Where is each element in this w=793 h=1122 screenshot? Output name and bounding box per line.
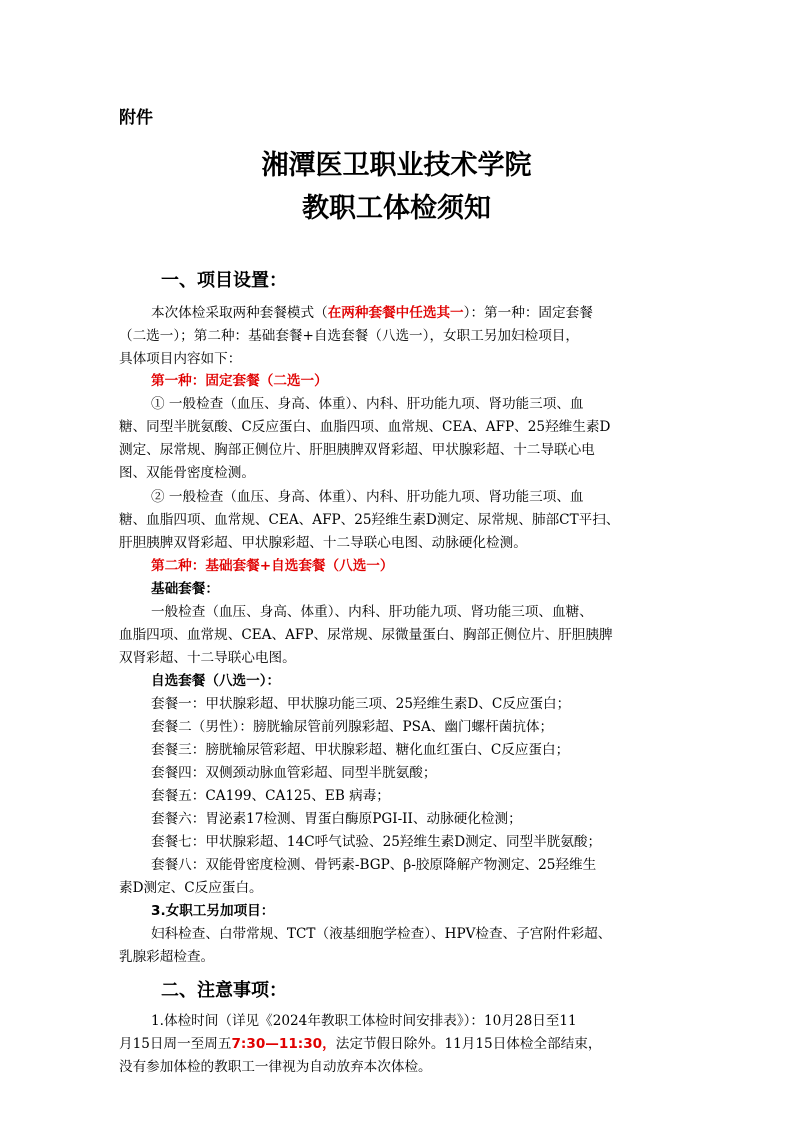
page-title-school: 湘潭医卫职业技术学院	[261, 150, 532, 181]
notes-item1-line2	[119, 1033, 679, 1055]
female-items-line: 妇科检查、白带常规、TCT（液基细胞学检查）、HPV检查、子宫附件彩超、	[151, 926, 612, 942]
package-item: 套餐八：双能骨密度检测、骨钙素-BGP、β-胶原降解产物测定、25羟维生	[151, 857, 597, 873]
type1-opt2-line: 糖、血脂四项、血常规、CEA、AFP、25羟维生素D测定、尿常规、肺部CT平扫、	[119, 512, 620, 528]
package-item: 套餐三：膀胱输尿管彩超、甲状腺彩超、糖化血红蛋白、C反应蛋白；	[151, 742, 570, 758]
notes-holiday-text: 法定节假日除外。11月15日体检全部结束，	[335, 1036, 602, 1052]
page-title-notice: 教职工体检须知	[302, 193, 491, 224]
type1-opt1-line: 图、双能骨密度检测。	[119, 465, 255, 481]
type2-heading: 第二种：基础套餐+自选套餐（八选一）	[151, 558, 394, 574]
basic-package-line: 血脂四项、血常规、CEA、AFP、尿常规、尿微量蛋白、胸部正侧位片、肝胆胰脾	[119, 627, 613, 643]
exam-hours: 7:30—11:30，	[231, 1036, 336, 1052]
package-item: 套餐二（男性）：膀胱输尿管前列腺彩超、PSA、幽门螺杆菌抗体；	[151, 719, 554, 735]
attachment-label: 附件	[119, 108, 153, 128]
basic-package-line: 双肾彩超、十二导联心电图。	[119, 650, 296, 666]
type1-heading: 第一种：固定套餐（二选一）	[151, 373, 328, 389]
section-heading-notes: 二、注意事项：	[161, 980, 287, 1001]
intro-text: 本次体检采取两种套餐模式（	[151, 305, 328, 321]
type1-opt2-line: 肝胆胰脾双肾彩超、甲状腺彩超、十二导联心电图、动脉硬化检测。	[119, 535, 527, 551]
intro-line-3: 具体项目内容如下：	[119, 351, 242, 367]
female-items-heading: 3.女职工另加项目：	[151, 903, 275, 919]
type1-opt1-line: ① 一般检查（血压、身高、体重）、内科、肝功能九项、肾功能三项、血	[151, 396, 584, 412]
choose-one-note: 在两种套餐中任选其一	[327, 305, 464, 321]
female-items-line: 乳腺彩超检查。	[119, 949, 215, 965]
notes-item1-line1: 1.体检时间（详见《2024年教职工体检时间安排表》）：10月28日至11	[151, 1013, 577, 1029]
package-item: 套餐一：甲状腺彩超、甲状腺功能三项、25羟维生素D、C反应蛋白；	[151, 696, 571, 712]
intro-text-end: ）：第一种：固定套餐	[463, 305, 593, 321]
package-item: 套餐五：CA199、CA125、EB 病毒；	[151, 788, 390, 804]
notes-date-text: 月15日周一至周五	[119, 1036, 232, 1052]
type1-opt1-line: 测定、尿常规、胸部正侧位片、肝胆胰脾双肾彩超、甲状腺彩超、十二导联心电	[119, 442, 595, 458]
package-item: 套餐七：甲状腺彩超、14C呼气试验、25羟维生素D测定、同型半胱氨酸；	[151, 834, 602, 850]
package-item: 套餐四：双侧颈动脉血管彩超、同型半胱氨酸；	[151, 765, 437, 781]
intro-line-2: （二选一）；第二种：基础套餐+自选套餐（八选一），女职工另加妇检项目，	[119, 328, 579, 344]
notes-item1-line3: 没有参加体检的教职工一律视为自动放弃本次体检。	[119, 1059, 432, 1075]
type1-opt1-line: 糖、同型半胱氨酸、C反应蛋白、血脂四项、血常规、CEA、AFP、25羟维生素D	[119, 419, 611, 435]
package-item-continuation: 素D测定、C反应蛋白。	[119, 880, 263, 896]
optional-package-heading: 自选套餐（八选一）：	[151, 673, 281, 689]
type1-opt2-line: ② 一般检查（血压、身高、体重）、内科、肝功能九项、肾功能三项、血	[151, 489, 584, 505]
package-item: 套餐六：胃泌素17检测、胃蛋白酶原PGI-II、动脉硬化检测；	[151, 811, 522, 827]
basic-package-line: 一般检查（血压、身高、体重）、内科、肝功能九项、肾功能三项、血糖、	[151, 604, 593, 620]
basic-package-heading: 基础套餐：	[151, 581, 219, 597]
intro-line-1	[151, 302, 711, 324]
section-heading-items: 一、项目设置：	[161, 270, 287, 291]
